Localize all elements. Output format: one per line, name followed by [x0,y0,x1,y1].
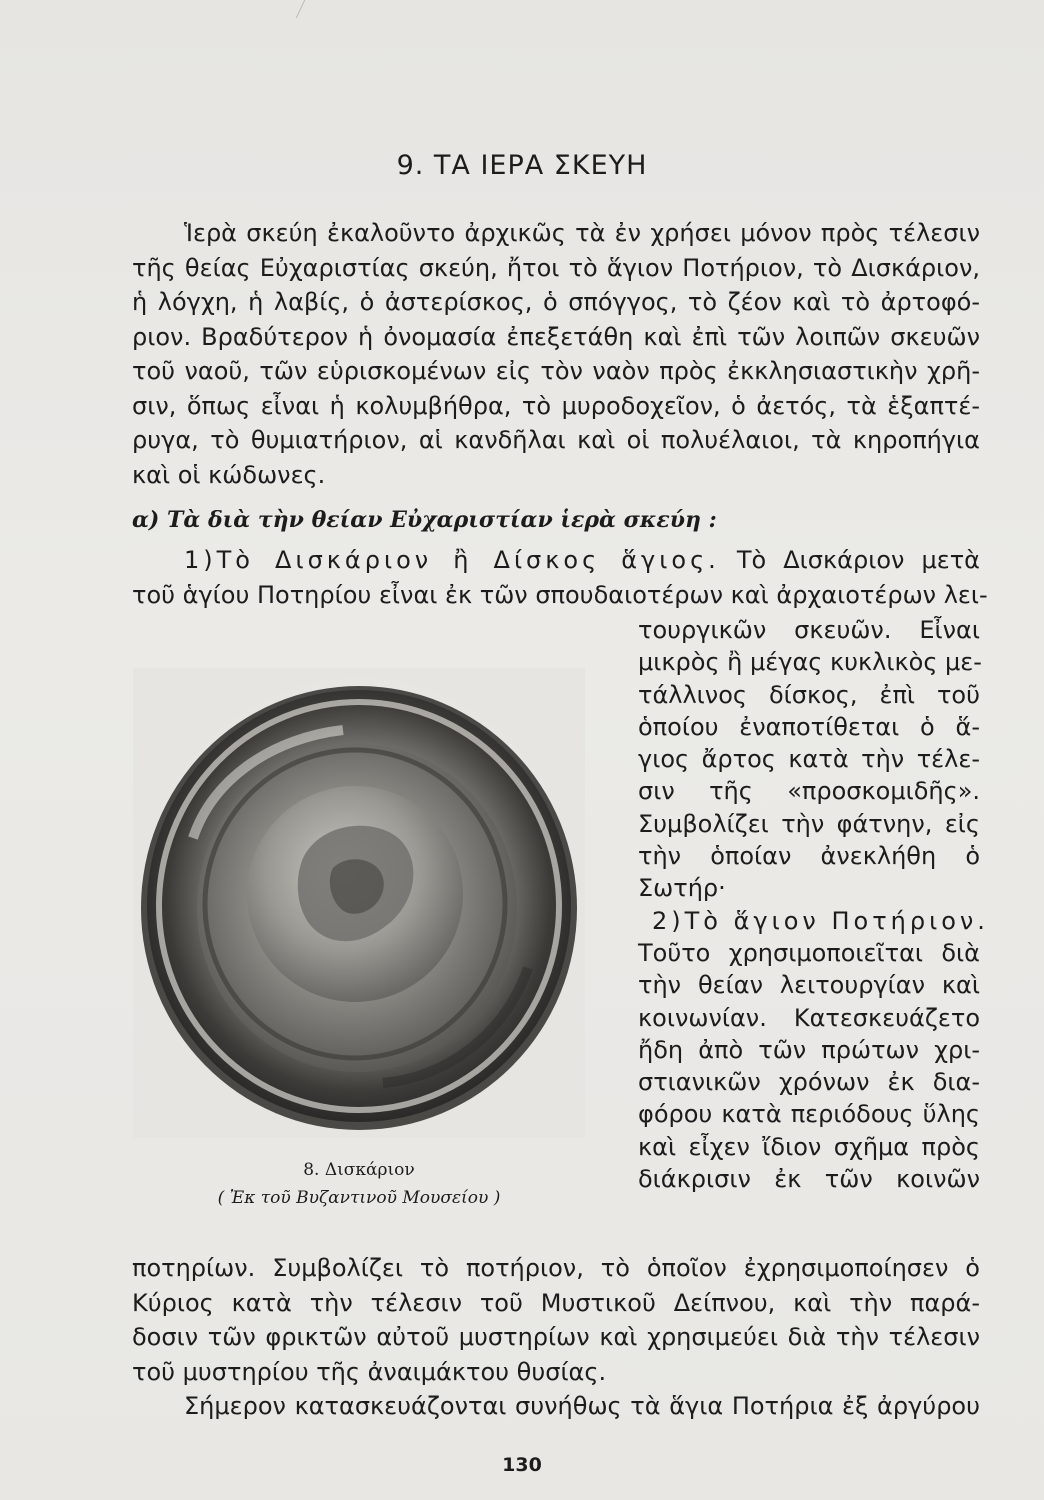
closing-line: Κύριος κατὰ τὴν τέλεσιν τοῦ Μυστικοῦ Δείπνου, καὶ τὴν παρά- [132,1288,980,1317]
item2-heading: 2)Τὸ ἅγιον Ποτήριον. [652,906,989,935]
paten-image [133,668,585,1138]
intro-line: σιν, ὅπως εἶναι ἡ κολυμβήθρα, τὸ μυροδοχεῖον, ὁ ἀετός, τὰ ἑξαπτέ- [132,391,980,420]
closing-line: τοῦ μυστηρίου τῆς ἀναιμάκτου θυσίας. [132,1357,607,1386]
right-col-line: ὁποίου ἐναποτίθεται ὁ ἅ- [638,712,980,741]
item1-first-line [132,543,980,578]
right-col-line: τάλλινος δίσκος, ἐπὶ τοῦ [638,680,980,709]
corner-scratch-mark [296,0,335,18]
closing-line: Σήμερον κατασκευάζονται συνήθως τὰ ἅγια Ποτήρια ἐξ ἀργύρου [184,1392,980,1420]
right-col-line: τὴν ὁποίαν ἀνεκλήθη ὁ [638,842,980,871]
closing-line: ποτηρίων. Συμβολίζει τὸ ποτήριον, τὸ ὁποῖον ἐχρησιμοποίησεν ὁ [132,1254,980,1282]
right-col-line: στιανικῶν χρόνων ἐκ δια- [638,1068,980,1097]
intro-line: ρυγα, τὸ θυμιατήριον, αἱ κανδῆλαι καὶ οἱ πολυέλαιοι, τὰ κηροπήγια [132,426,980,454]
closing-line: δοσιν τῶν φρικτῶν αὐτοῦ μυστηρίων καὶ χρησιμεύει διὰ τὴν τέλεσιν [132,1323,980,1351]
right-col-line: τουργικῶν σκευῶν. Εἶναι [638,616,980,644]
intro-line: τῆς θείας Εὐχαριστίας σκεύη, ἤτοι τὸ ἅγιον Ποτήριον, τὸ Δισκάριον, [132,253,980,282]
item1-line1-rest: Τὸ Δισκάριον μετὰ [736,546,980,574]
right-col-line: σιν τῆς «προσκομιδῆς». [638,777,980,806]
right-column-text [638,614,989,1195]
right-col-line: Τοῦτο χρησιμοποιεῖται διὰ [638,938,980,967]
page-number: 130 [502,1454,542,1476]
right-col-line: διάκρισιν ἐκ τῶν κοινῶν [638,1165,980,1194]
figure-caption-source: ( Ἐκ τοῦ Βυζαντινοῦ Μουσείου ) [217,1188,501,1208]
right-col-line: Συμβολίζει τὴν φάτνην, εἰς [638,809,980,838]
diskarion-photo [133,668,585,1138]
intro-paragraph [132,216,980,492]
right-col-line: Σωτήρ· [638,874,726,903]
right-col-line: καὶ εἶχεν ἴδιον σχῆμα πρὸς [638,1132,980,1161]
right-col-line: κοινωνίαν. Κατεσκευάζετο [638,1003,980,1032]
intro-line: καὶ οἱ κώδωνες. [132,460,326,489]
intro-line: τοῦ ναοῦ, τῶν εὑρισκομένων εἰς τὸν ναὸν πρὸς ἐκκλησιαστικὴν χρῆ- [132,357,980,385]
chapter-title: 9. ΤΑ ΙΕΡΑ ΣΚΕΥΗ [396,150,648,181]
right-col-line: φόρου κατὰ περιόδους ὕλης [638,1100,980,1129]
intro-line: Ἱερὰ σκεύη ἐκαλοῦντο ἀρχικῶς τὰ ἐν χρήσει μόνον πρὸς τέλεσιν [184,219,980,247]
right-col-line: ἤδη ἀπὸ τῶν πρώτων χρι- [638,1035,980,1064]
figure-caption-number: 8. Δισκάριον [303,1160,415,1180]
item1-second-line: τοῦ ἁγίου Ποτηρίου εἶναι ἐκ τῶν σπουδαιοτέρων καὶ ἀρχαιοτέρων λει- [132,580,988,609]
right-col-line: μικρὸς ἢ μέγας κυκλικὸς με- [638,648,982,677]
right-col-line: τὴν θείαν λειτουργίαν καὶ [638,971,980,1000]
item1-paragraph [132,543,988,612]
closing-paragraph [132,1251,980,1424]
intro-line: ἡ λόγχη, ἡ λαβίς, ὁ ἀστερίσκος, ὁ σπόγγος, τὸ ζέον καὶ τὸ ἀρτοφό- [132,288,980,316]
right-col-line: γιος ἄρτος κατὰ τὴν τέλε- [638,745,980,774]
intro-line: ριον. Βραδύτερον ἡ ὀνομασία ἐπεξετάθη καὶ ἐπὶ τῶν λοιπῶν σκευῶν [132,322,980,351]
section-subheading: α) Τὰ διὰ τὴν θείαν Εὐχαριστίαν ἱερὰ σκεύη : [132,507,717,533]
item1-heading: 1)Τὸ Δισκάριον ἢ Δίσκος ἅγιος. [184,546,720,574]
